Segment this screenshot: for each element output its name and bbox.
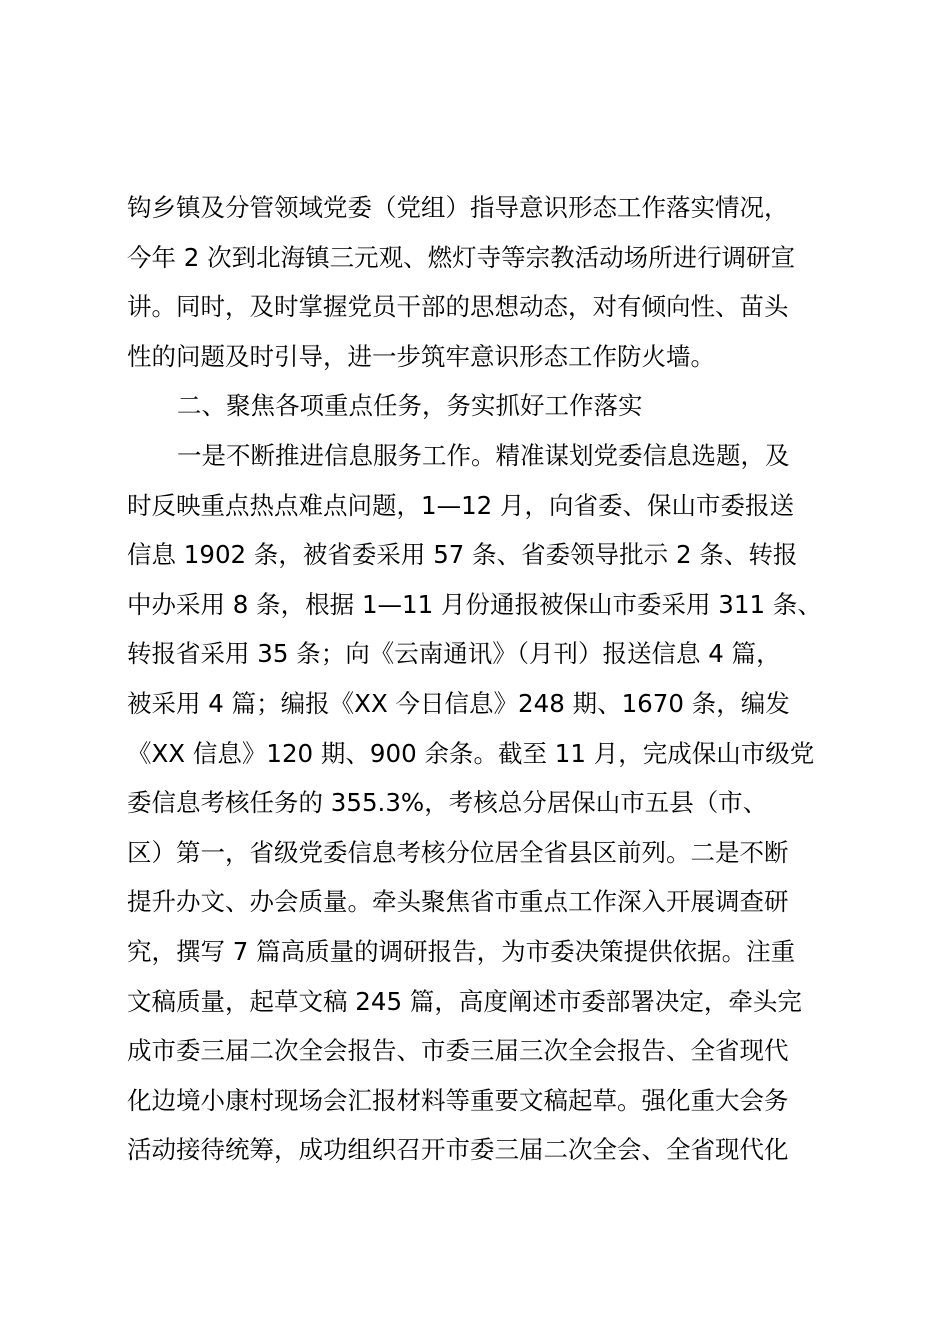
text-line: 成市委三届二次全会报告、市委三届三次全会报告、全省现代 xyxy=(127,1036,789,1066)
document-body xyxy=(127,183,837,1175)
text-line: 区）第一，省级党委信息考核分位居全省县区前列。二是不断 xyxy=(127,837,789,867)
paragraph-first-line: 一是不断推进信息服务工作。精准谋划党委信息选题，及 xyxy=(177,440,790,470)
text-line: 钩乡镇及分管领域党委（党组）指导意识形态工作落实情况， xyxy=(127,193,789,222)
text-line: 《XX 信息》120 期、900 余条。截至 11 月，完成保山市级党 xyxy=(127,738,815,768)
text-line: 中办采用 8 条，根据 1—11 月份通报被保山市委采用 311 条、 xyxy=(127,589,822,619)
text-line: 委信息考核任务的 355.3%，考核总分居保山市五县（市、 xyxy=(127,788,768,818)
text-line: 文稿质量，起草文稿 245 篇，高度阐述市委部署决定，牵头完 xyxy=(127,986,802,1016)
text-line: 今年 2 次到北海镇三元观、燃灯寺等宗教活动场所进行调研宣 xyxy=(127,242,796,272)
text-line: 性的问题及时引导，进一步筑牢意识形态工作防火墙。 xyxy=(127,341,715,371)
text-line: 信息 1902 条，被省委采用 57 条、省委领导批示 2 条、转报 xyxy=(127,540,798,570)
text-line: 时反映重点热点难点问题，1—12 月，向省委、保山市委报送 xyxy=(127,490,795,520)
text-line: 讲。同时，及时掌握党员干部的思想动态，对有倾向性、苗头 xyxy=(127,292,789,322)
text-line: 提升办文、办会质量。牵头聚焦省市重点工作深入开展调查研 xyxy=(127,887,789,917)
text-line: 化边境小康村现场会汇报材料等重要文稿起草。强化重大会务 xyxy=(127,1085,789,1115)
text-line: 究，撰写 7 篇高质量的调研报告，为市委决策提供依据。注重 xyxy=(127,936,796,966)
text-line: 活动接待统筹，成功组织召开市委三届二次全会、全省现代化 xyxy=(127,1135,789,1165)
text-line: 转报省采用 35 条；向《云南通讯》（月刊）报送信息 4 篇， xyxy=(127,639,781,669)
section-heading: 二、聚焦各项重点任务，务实抓好工作落实 xyxy=(177,391,643,421)
text-line: 被采用 4 篇；编报《XX 今日信息》248 期、1670 条，编发 xyxy=(127,688,790,718)
